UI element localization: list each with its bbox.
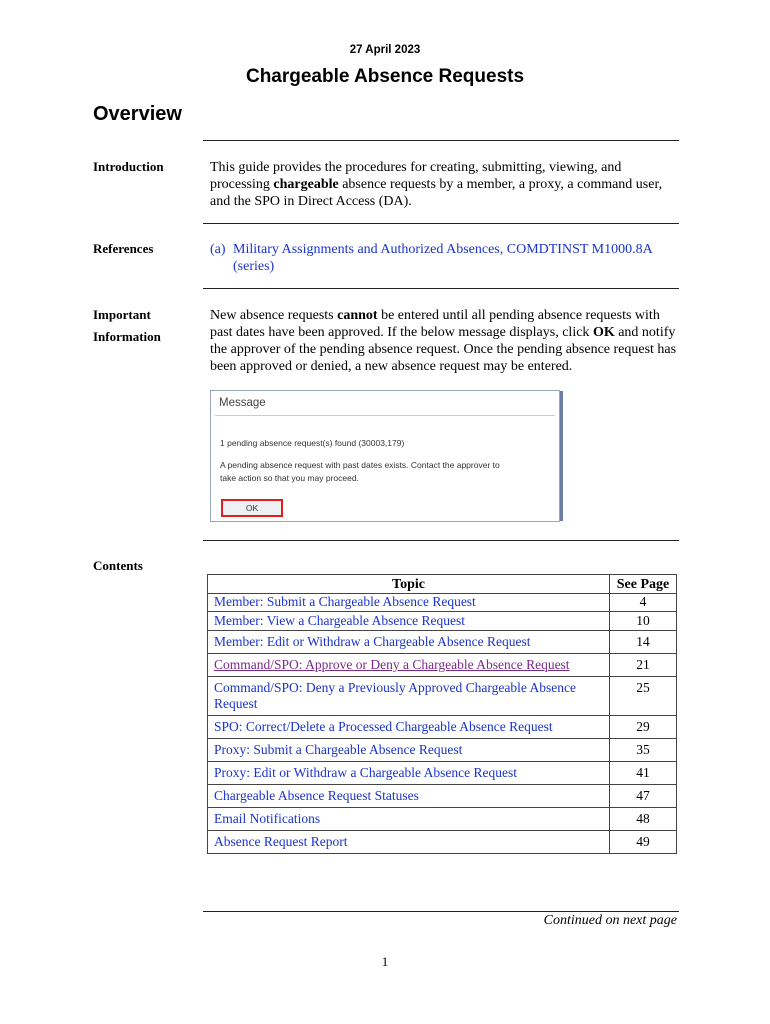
topic-link[interactable]: Absence Request Report [214, 834, 348, 849]
table-header-row [208, 575, 677, 594]
references-label: References [93, 241, 154, 256]
dialog-title: Message [219, 397, 266, 409]
table-row[interactable] [208, 808, 677, 831]
topic-link[interactable]: Member: View a Chargeable Absence Request [214, 613, 465, 628]
table-row[interactable] [208, 762, 677, 785]
topic-column-header: Topic [208, 575, 610, 594]
continued-note: Continued on next page [543, 913, 677, 928]
important-text: New absence requests cannot be entered until all pending absence requests with past dates have been approved. If the below message displays, click OK and notify the approver of the pending absence request. Once the pending absence request has been approved or denied, a new absence request may be entered. [210, 308, 677, 374]
page-number: 14 [610, 631, 677, 654]
table-row[interactable] [208, 831, 677, 854]
topic-link[interactable]: Chargeable Absence Request Statuses [214, 788, 419, 803]
topic-link[interactable]: Proxy: Edit or Withdraw a Chargeable Absence Request [214, 765, 518, 780]
divider [203, 540, 679, 541]
message-dialog [210, 390, 560, 522]
contents-table [207, 574, 677, 854]
document-title: Chargeable Absence Requests [245, 66, 525, 87]
page-number: 21 [610, 654, 677, 677]
dialog-message-line: 1 pending absence request(s) found (30003,179) [220, 438, 405, 448]
page-number: 49 [610, 831, 677, 854]
table-row[interactable] [208, 677, 677, 716]
dialog-message-line: take action so that you may proceed. [220, 473, 359, 483]
divider [203, 223, 679, 224]
divider [203, 288, 679, 289]
topic-link[interactable]: Member: Submit a Chargeable Absence Request [214, 594, 476, 609]
dialog-divider [215, 415, 555, 416]
reference-link[interactable]: Military Assignments and Authorized Absences, COMDTINST M1000.8A (series) [233, 242, 652, 274]
topic-link[interactable]: Member: Edit or Withdraw a Chargeable Absence Request [214, 634, 531, 649]
important-label: Important Information [93, 307, 161, 344]
introduction-text: This guide provides the procedures for creating, submitting, viewing, and processing chargeable absence requests by a member, a proxy, a command user, and the SPO in Direct Access (DA). [210, 160, 663, 209]
page-column-header: See Page [610, 575, 677, 594]
document-date: 27 April 2023 [349, 44, 421, 56]
table-row[interactable] [208, 612, 677, 631]
topic-link[interactable]: Proxy: Submit a Chargeable Absence Request [214, 742, 463, 757]
introduction-label: Introduction [93, 159, 164, 174]
table-row[interactable] [208, 631, 677, 654]
page-number: 35 [610, 739, 677, 762]
table-row[interactable] [208, 785, 677, 808]
divider [203, 911, 679, 912]
page-number: 47 [610, 785, 677, 808]
page-number-footer: 1 [381, 954, 389, 969]
page-number: 41 [610, 762, 677, 785]
page-number: 48 [610, 808, 677, 831]
table-row[interactable] [208, 716, 677, 739]
introduction-bold: chargeable [273, 177, 339, 192]
topic-link[interactable]: Command/SPO: Approve or Deny a Chargeable Absence Request [214, 657, 570, 672]
page-number: 29 [610, 716, 677, 739]
section-heading: Overview [93, 103, 182, 125]
ok-button[interactable]: OK [221, 499, 283, 517]
dialog-message-line: A pending absence request with past dates exists. Contact the approver to [220, 460, 500, 470]
table-row[interactable] [208, 654, 677, 677]
topic-link[interactable]: Email Notifications [214, 811, 321, 826]
table-row[interactable] [208, 739, 677, 762]
page-number: 10 [610, 612, 677, 631]
page-number: 4 [610, 594, 677, 612]
topic-link[interactable]: SPO: Correct/Delete a Processed Chargeable Absence Request [214, 719, 553, 734]
divider [203, 140, 679, 141]
contents-label: Contents [93, 558, 143, 573]
reference-item[interactable] [210, 241, 680, 275]
reference-marker: (a) [210, 242, 226, 257]
topic-link[interactable]: Command/SPO: Deny a Previously Approved Chargeable Absence Request [214, 680, 576, 711]
page-number: 25 [610, 677, 677, 716]
table-row[interactable] [208, 594, 677, 612]
dialog-border [560, 391, 563, 521]
